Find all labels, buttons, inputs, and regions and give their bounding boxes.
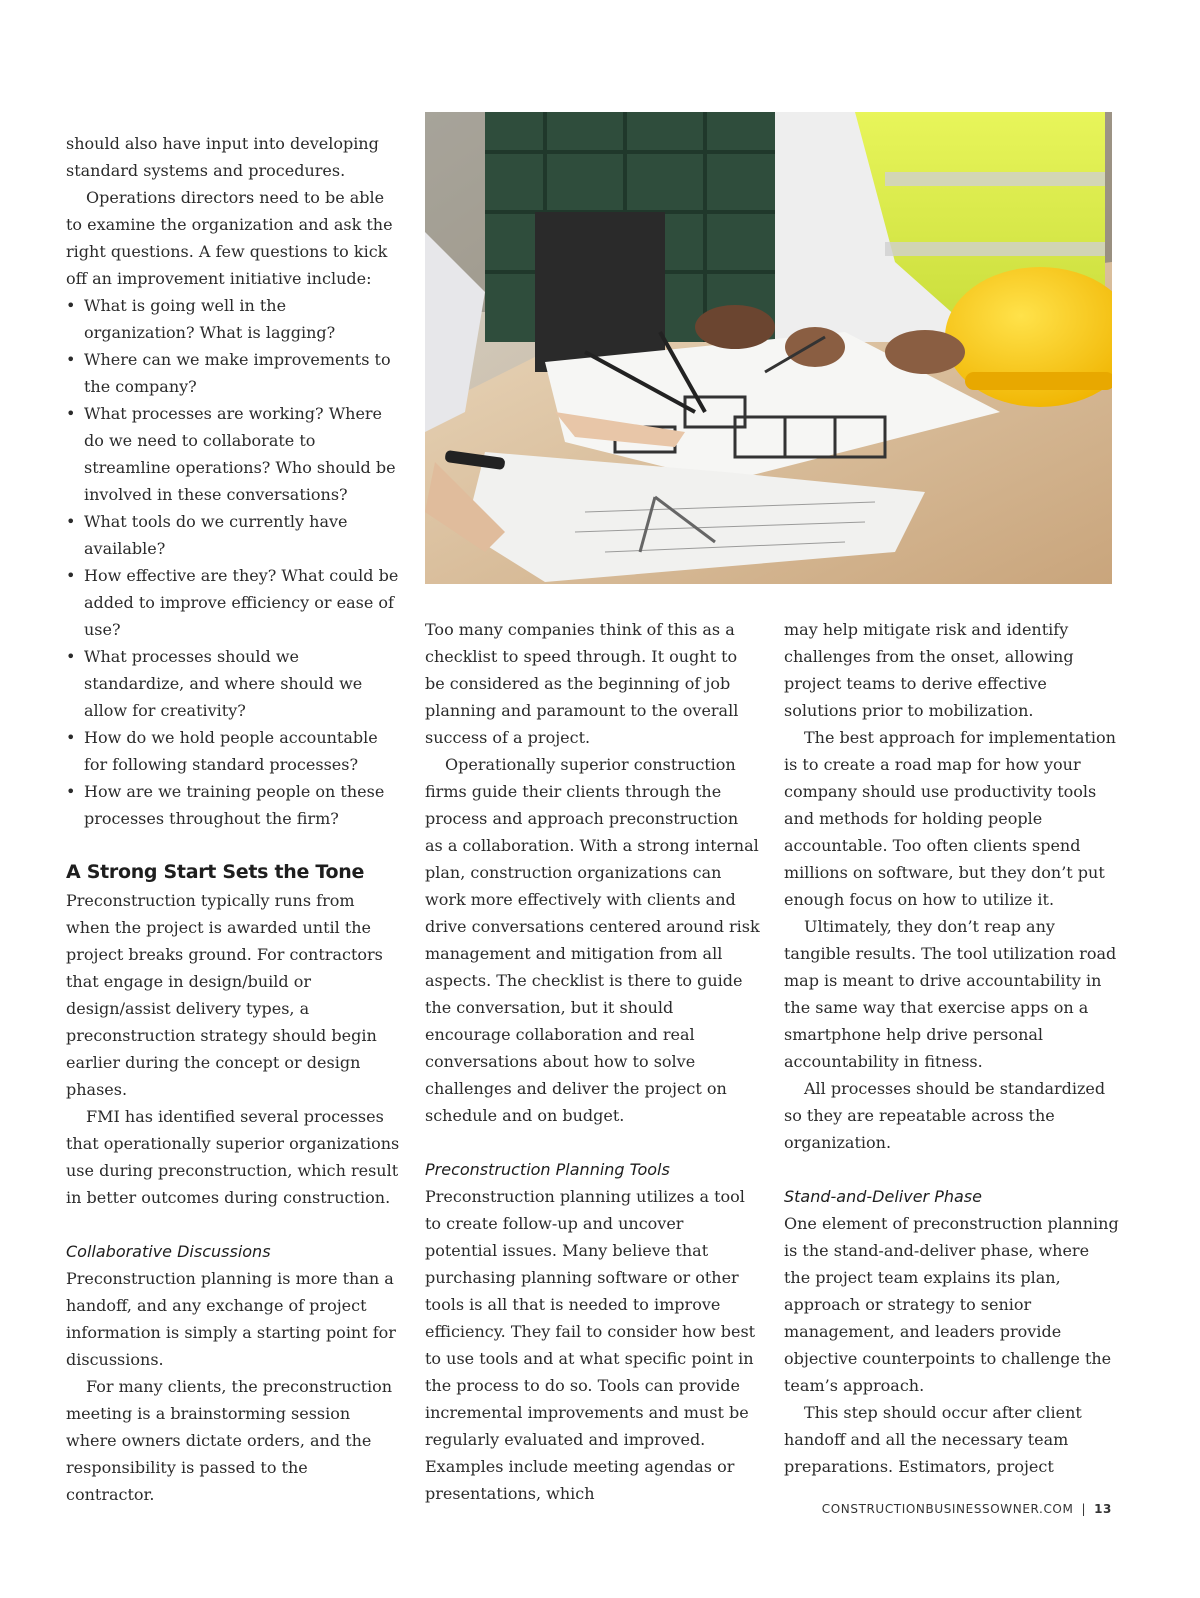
list-item: • How do we hold people accountable for following standard processes? — [66, 724, 401, 778]
paragraph: may help mitigate risk and identify challenges from the onset, allowing project teams to derive effective solutions prior to mobilization. — [784, 620, 1074, 720]
list-item: • How effective are they? What could be added to improve efficiency or ease of use? — [66, 562, 401, 643]
paragraph: The best approach for implementation is to create a road map for how your company should use productivity tools and methods for holding people accountable. Too often clients spend millions on software, but they don’t put enough focus on how to utilize it. — [784, 728, 1116, 909]
paragraph: Operationally superior construction firms guide their clients through the process and approach preconstruction as a collaboration. With a strong internal plan, construction organizations can work more effectively with clients and drive conversations centered around risk management and mitigation from all aspects. The checklist is there to guide the conversation, but it should encourage collaboration and real conversations about how to solve challenges and deliver the project on schedule and on budget. — [425, 755, 760, 1125]
paragraph: Too many companies think of this as a checklist to speed through. It ought to be considered as the beginning of job planning and paramount to the overall success of a project. — [425, 620, 739, 747]
list-item: • What processes should we standardize, and where should we allow for creativity? — [66, 643, 401, 724]
list-item: • Where can we make improvements to the company? — [66, 346, 401, 400]
footer-separator: | — [1081, 1502, 1087, 1516]
subheading: Stand-and-Deliver Phase — [784, 1187, 982, 1206]
paragraph: For many clients, the preconstruction meeting is a brainstorming session where owners dictate orders, and the responsibility is passed to the contractor. — [66, 1377, 393, 1504]
section-heading: A Strong Start Sets the Tone — [66, 861, 365, 883]
paragraph: Preconstruction planning utilizes a tool to create follow-up and uncover potential issues. Many believe that purchasing planning software or other tools is all that is needed to improve efficiency. They fail to consider how best to use tools and at what specific point in the process to do so. Tools can provide incremental improvements and must be regularly evaluated and improved. Examples include meeting agendas or presentations, which — [425, 1187, 756, 1503]
paragraph: This step should occur after client handoff and all the necessary team preparations. Estimators, project — [784, 1403, 1082, 1476]
subheading: Collaborative Discussions — [66, 1242, 271, 1261]
list-item: • What tools do we currently have available? — [66, 508, 401, 562]
subheading: Preconstruction Planning Tools — [425, 1160, 670, 1179]
question-list — [66, 292, 401, 832]
page-footer — [822, 1502, 1112, 1516]
paragraph: FMI has identified several processes that operationally superior organizations use during preconstruction, which result in better outcomes during construction. — [66, 1107, 400, 1207]
paragraph: Preconstruction planning is more than a handoff, and any exchange of project information is simply a starting point for discussions. — [66, 1269, 396, 1369]
column-left — [66, 130, 401, 1508]
list-item: • What is going well in the organization? What is lagging? — [66, 292, 401, 346]
paragraph: One element of preconstruction planning is the stand-and-deliver phase, where the project team explains its plan, approach or strategy to senior management, and leaders provide objective counterpoints to challenge the team’s approach. — [784, 1214, 1119, 1395]
list-item: • How are we training people on these processes throughout the firm? — [66, 778, 401, 832]
list-item: • What processes are working? Where do we need to collaborate to streamline operations? Who should be involved in these conversations? — [66, 400, 401, 508]
paragraph: All processes should be standardized so they are repeatable across the organization. — [784, 1079, 1106, 1152]
site-url: CONSTRUCTIONBUSINESSOWNER.COM — [821, 1502, 1074, 1516]
column-middle — [425, 616, 760, 1507]
paragraph: should also have input into developing standard systems and procedures. — [66, 134, 379, 180]
paragraph: Preconstruction typically runs from when the project is awarded until the project breaks ground. For contractors that engage in design/build or design/assist delivery types, a preconstruction strategy should begin earlier during the concept or design phases. — [66, 891, 383, 1099]
column-right — [784, 616, 1119, 1480]
paragraph: Operations directors need to be able to examine the organization and ask the right questions. A few questions to kick off an improvement initiative include: — [66, 188, 393, 288]
construction-team-blueprints-photo — [425, 112, 1112, 584]
page-number: 13 — [1094, 1502, 1112, 1516]
paragraph: Ultimately, they don’t reap any tangible results. The tool utilization road map is meant to drive accountability in the same way that exercise apps on a smartphone help drive personal accountability in fitness. — [784, 917, 1117, 1071]
photo-illustration — [425, 112, 1112, 584]
